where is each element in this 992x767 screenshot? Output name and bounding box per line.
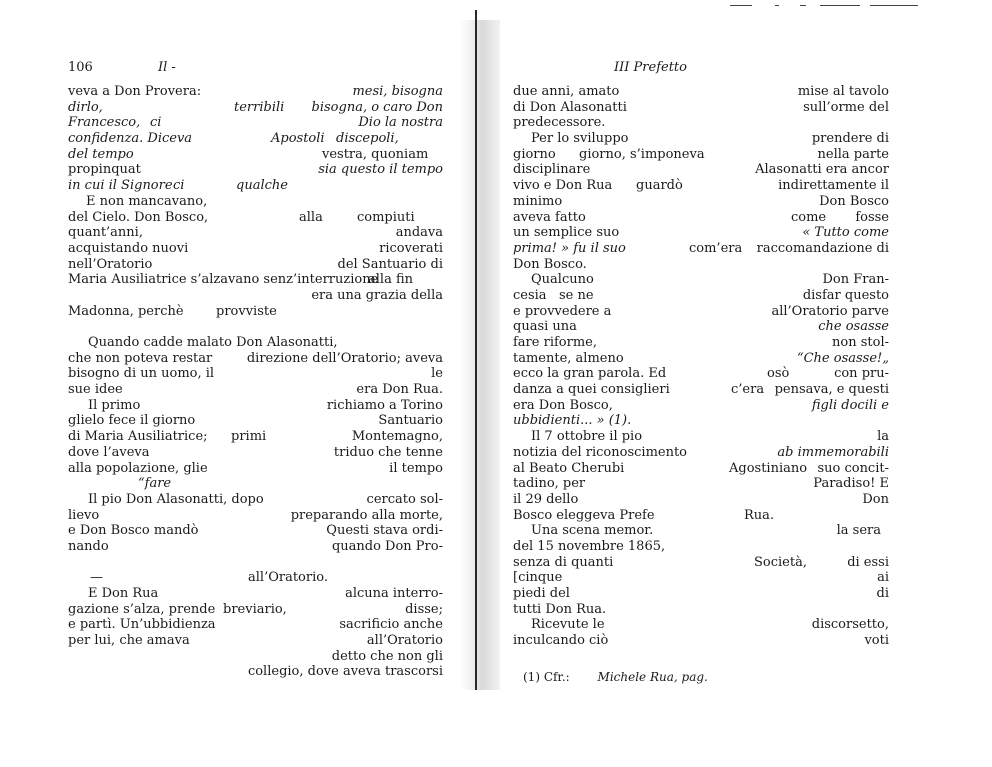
- text-line: [509, 225, 889, 241]
- text-line: [509, 194, 889, 210]
- text-fragment: breviario,: [223, 601, 287, 617]
- text-fragment: sacrificio anche: [339, 617, 443, 633]
- text-fragment: cercato sol-: [366, 491, 443, 507]
- text-fragment: quasi una: [513, 319, 577, 335]
- text-fragment: danza a quei consiglieri: [513, 382, 670, 398]
- text-fragment: ci: [173, 178, 185, 194]
- text-line: [509, 445, 889, 461]
- text-fragment: Questi stava ordi-: [326, 523, 443, 539]
- text-line: [509, 398, 889, 414]
- text-fragment: suo concit-: [817, 460, 889, 476]
- text-fragment: Società,: [754, 554, 807, 570]
- text-line: [68, 398, 443, 414]
- text-line: [509, 147, 889, 163]
- text-fragment: sull’orme del: [803, 99, 889, 115]
- text-line: [509, 178, 889, 194]
- text-fragment: Maria Ausiliatrice s’alzavano senz’interruzione: [68, 272, 379, 288]
- text-fragment: tamente, almeno: [513, 350, 624, 366]
- text-fragment: mise al tavolo: [797, 84, 889, 99]
- text-fragment: andava: [395, 225, 443, 241]
- text-fragment: e Don Bosco mandò: [68, 523, 199, 539]
- text-fragment: propinquat: [68, 162, 141, 178]
- text-fragment: Santuario: [378, 413, 443, 429]
- text-fragment: per lui, che amava: [68, 633, 190, 649]
- text-line: [509, 257, 889, 273]
- text-fragment: e partì. Un’ubbidienza: [68, 617, 216, 633]
- text-line: [68, 115, 443, 131]
- text-fragment: —: [90, 570, 103, 586]
- text-fragment: Don Bosco: [819, 193, 889, 209]
- text-fragment: in cui il Signore: [68, 178, 173, 194]
- text-line: [509, 162, 889, 178]
- scan-marks: [730, 2, 920, 10]
- text-fragment: inculcando ciò: [513, 633, 609, 649]
- text-fragment: osò: [767, 366, 790, 382]
- text-line: [68, 131, 443, 147]
- text-line: [509, 335, 889, 351]
- book-gutter: [460, 20, 500, 690]
- text-fragment: qualche: [236, 178, 288, 194]
- text-fragment: Paradiso! E: [813, 476, 889, 492]
- text-fragment: un semplice suo: [513, 225, 620, 241]
- text-fragment: prima! » fu il suo: [513, 240, 626, 256]
- text-line: [68, 257, 443, 273]
- text-fragment: alla popolazione, glie: [68, 460, 208, 476]
- text-fragment: all’Oratorio parve: [771, 303, 889, 319]
- text-fragment: « Tutto come: [802, 225, 889, 241]
- page-fold: [475, 10, 477, 690]
- text-fragment: Il pio Don Alasonatti, dopo: [88, 491, 264, 507]
- text-fragment: Don Fran-: [822, 272, 889, 288]
- text-line: [509, 241, 889, 257]
- text-line: [509, 633, 889, 649]
- text-line: [509, 476, 889, 492]
- text-line: [68, 194, 443, 210]
- text-line: [509, 429, 889, 445]
- text-fragment: [cinque: [513, 570, 563, 586]
- text-fragment: alcuna interro-: [345, 586, 443, 601]
- text-fragment: Il 7 ottobre il pio: [531, 429, 643, 445]
- text-fragment: era Don Bosco,: [513, 397, 613, 413]
- text-fragment: fosse: [855, 209, 889, 225]
- text-line: [509, 131, 889, 147]
- text-line: [68, 508, 443, 524]
- text-fragment: non stol-: [832, 335, 889, 350]
- text-line: [509, 555, 889, 571]
- text-fragment: era Don Rua.: [356, 382, 443, 398]
- text-line: [68, 100, 443, 116]
- text-fragment: sia questo il tempo: [318, 162, 443, 178]
- text-line: [68, 617, 443, 633]
- text-fragment: pensava, e questi: [774, 382, 889, 398]
- text-fragment: ab immemorabili: [777, 444, 889, 460]
- text-fragment: detto che non gli: [331, 648, 443, 664]
- text-fragment: quant’anni,: [68, 225, 143, 241]
- text-fragment: senza di quanti: [513, 554, 614, 570]
- text-line: [509, 366, 889, 382]
- text-line: [68, 523, 443, 539]
- text-fragment: Don: [862, 491, 889, 507]
- text-fragment: collegio, dove aveva trascorsi: [247, 664, 443, 680]
- text-fragment: glielo fece il giorno: [68, 413, 196, 429]
- text-fragment: tadino, per: [513, 476, 586, 492]
- footnote-ref: (1) Cfr.:: [523, 670, 570, 684]
- text-fragment: minimo: [513, 193, 563, 209]
- text-line: [509, 539, 889, 555]
- text-fragment: aveva fatto: [513, 209, 586, 225]
- text-fragment: prendere di: [811, 131, 889, 147]
- text-fragment: al Beato Cherubi: [513, 460, 625, 476]
- text-fragment: ricoverati: [379, 240, 443, 256]
- text-line: [68, 476, 443, 492]
- text-fragment: era una grazia della: [311, 287, 443, 303]
- text-fragment: alla fin: [368, 272, 413, 288]
- text-line: [509, 272, 889, 288]
- text-fragment: cesia: [513, 287, 547, 303]
- text-fragment: “Che osasse!„: [796, 350, 889, 366]
- text-fragment: dirlo,: [68, 99, 103, 115]
- text-line: [68, 461, 443, 477]
- text-fragment: compiuti: [357, 209, 415, 225]
- text-line: [509, 508, 889, 524]
- text-fragment: raccomandazione di: [756, 240, 889, 256]
- text-fragment: notizia del riconoscimento: [513, 444, 688, 460]
- text-line: [509, 210, 889, 226]
- text-fragment: E Don Rua: [88, 586, 159, 601]
- text-fragment: del Santuario di: [337, 256, 443, 272]
- text-fragment: Agostiniano: [729, 460, 808, 476]
- right-header: [509, 60, 889, 84]
- text-line: [68, 445, 443, 461]
- text-line: [68, 664, 443, 680]
- text-fragment: predecessore.: [513, 115, 606, 131]
- text-line: [68, 539, 443, 555]
- text-line: [68, 304, 443, 320]
- text-fragment: Una scena memor.: [531, 523, 654, 539]
- text-line: [509, 461, 889, 477]
- text-fragment: gazione s’alza, prende: [68, 601, 216, 617]
- text-fragment: figli docili e: [811, 397, 889, 413]
- text-line: [68, 288, 443, 304]
- text-fragment: lievo: [68, 507, 100, 523]
- text-fragment: vestra, quoniam: [322, 146, 429, 162]
- text-fragment: preparando alla morte,: [290, 507, 443, 523]
- text-fragment: la: [877, 429, 889, 445]
- text-fragment: Quando cadde malato Don Alasonatti,: [88, 335, 338, 350]
- text-line: [509, 570, 889, 586]
- text-fragment: richiamo a Torino: [326, 397, 443, 413]
- page-number: 106: [68, 60, 93, 75]
- text-fragment: direzione dell’Oratorio; aveva: [246, 350, 443, 366]
- text-fragment: Rua.: [744, 507, 775, 523]
- text-fragment: di Don Alasonatti: [513, 99, 627, 115]
- text-line: [509, 413, 889, 429]
- text-fragment: ubbidienti... » (1).: [513, 413, 632, 429]
- text-line: [68, 366, 443, 382]
- text-fragment: del tempo: [68, 146, 134, 162]
- text-line: [68, 178, 443, 194]
- text-line: [68, 335, 443, 351]
- text-line: [509, 492, 889, 508]
- text-line: [509, 84, 889, 100]
- text-fragment: Madonna, perchè: [68, 303, 184, 319]
- text-fragment: alla: [299, 209, 323, 225]
- text-fragment: primi: [231, 429, 267, 445]
- text-line: [68, 351, 443, 367]
- text-fragment: Per lo sviluppo: [531, 131, 629, 147]
- text-line: [509, 288, 889, 304]
- text-fragment: le: [431, 366, 443, 382]
- text-line: [509, 115, 889, 131]
- text-fragment: provviste: [216, 303, 277, 319]
- text-line: [509, 100, 889, 116]
- text-fragment: del 15 novembre 1865,: [513, 538, 666, 554]
- text-fragment: voti: [864, 633, 889, 649]
- text-line: [68, 649, 443, 665]
- text-line: [68, 84, 443, 100]
- text-line: [68, 492, 443, 508]
- text-fragment: Ricevute le: [531, 617, 605, 633]
- text-line: [509, 617, 889, 633]
- text-fragment: dove l’aveva: [68, 444, 150, 460]
- text-fragment: E non mancavano,: [86, 193, 208, 209]
- text-line: [68, 147, 443, 163]
- text-line: [68, 413, 443, 429]
- text-line: [68, 570, 443, 586]
- left-header: [68, 60, 443, 84]
- text-fragment: terribili: [234, 99, 285, 115]
- text-fragment: del Cielo. Don Bosco,: [68, 209, 209, 225]
- text-fragment: fare riforme,: [513, 335, 597, 350]
- text-line: [509, 382, 889, 398]
- text-fragment: due anni, amato: [513, 84, 620, 99]
- text-fragment: nella parte: [817, 146, 889, 162]
- text-fragment: c’era: [731, 382, 765, 398]
- text-fragment: veva a Don Provera:: [68, 84, 202, 99]
- text-line: [68, 382, 443, 398]
- text-fragment: triduo che tenne: [333, 444, 443, 460]
- text-fragment: tutti Don Rua.: [513, 601, 607, 617]
- text-fragment: com’era: [689, 240, 743, 256]
- text-fragment: il tempo: [389, 460, 443, 476]
- text-line: [68, 272, 443, 288]
- text-line: [68, 429, 443, 445]
- text-fragment: che osasse: [818, 319, 889, 335]
- text-fragment: giorno: [513, 146, 556, 162]
- text-fragment: ecco la gran parola. Ed: [513, 366, 667, 382]
- text-fragment: discorsetto,: [811, 617, 889, 633]
- text-line: [68, 225, 443, 241]
- text-fragment: che non poteva restar: [68, 350, 213, 366]
- text-fragment: mesi, bisogna: [352, 84, 443, 99]
- text-line: [509, 351, 889, 367]
- text-fragment: guardò: [636, 178, 683, 194]
- text-line: [509, 304, 889, 320]
- text-line: [509, 602, 889, 618]
- text-fragment: confidenza. Diceva: [68, 131, 193, 147]
- text-fragment: Bosco eleggeva Prefe: [513, 507, 655, 523]
- text-fragment: indirettamente il: [778, 178, 889, 194]
- text-fragment: Francesco,: [68, 115, 141, 131]
- text-line: [68, 602, 443, 618]
- footnote: [509, 670, 708, 684]
- text-fragment: di essi: [847, 554, 889, 570]
- text-fragment: sue idee: [68, 382, 123, 398]
- text-fragment: all’Oratorio.: [248, 570, 328, 586]
- text-fragment: disfar questo: [802, 287, 889, 303]
- text-fragment: con pru-: [834, 366, 889, 382]
- text-fragment: ci: [150, 115, 162, 131]
- text-line: [68, 586, 443, 602]
- text-fragment: bisogno di un uomo, il: [68, 366, 215, 382]
- text-fragment: vivo e Don Rua: [513, 178, 613, 194]
- left-page: [68, 60, 443, 680]
- text-fragment: piedi del: [513, 586, 570, 601]
- text-fragment: e provvedere a: [513, 303, 612, 319]
- running-head: Il -: [158, 60, 176, 75]
- text-fragment: all’Oratorio: [366, 633, 443, 649]
- text-fragment: bisogna, o caro Don: [311, 99, 443, 115]
- footnote-title: Michele Rua, pag.: [597, 670, 708, 684]
- text-line: [68, 241, 443, 257]
- text-fragment: se ne: [559, 287, 594, 303]
- text-fragment: Apostoli: [271, 131, 325, 147]
- text-fragment: Alasonatti era ancor: [755, 162, 889, 178]
- text-fragment: Don Bosco.: [513, 256, 587, 272]
- text-line: [509, 319, 889, 335]
- right-page: [509, 60, 889, 649]
- text-fragment: il 29 dello: [513, 491, 579, 507]
- text-line: [509, 586, 889, 602]
- text-fragment: “fare: [138, 476, 172, 492]
- text-fragment: giorno, s’imponeva: [579, 146, 705, 162]
- text-fragment: Montemagno,: [351, 429, 443, 445]
- text-line: [509, 523, 889, 539]
- text-line: [68, 210, 443, 226]
- text-fragment: nando: [68, 538, 109, 554]
- text-fragment: nell’Oratorio: [68, 256, 153, 272]
- text-fragment: di: [876, 586, 889, 601]
- text-fragment: discepoli,: [336, 131, 399, 147]
- text-fragment: come: [791, 209, 827, 225]
- running-head: III Prefetto: [614, 60, 687, 75]
- text-fragment: Il primo: [88, 397, 141, 413]
- text-fragment: quando Don Pro-: [331, 538, 443, 554]
- text-line: [68, 162, 443, 178]
- text-fragment: Dio la nostra: [358, 115, 443, 131]
- text-fragment: disse;: [405, 601, 443, 617]
- text-fragment: la sera: [836, 523, 881, 539]
- text-fragment: Qualcuno: [531, 272, 594, 288]
- text-fragment: disciplinare: [513, 162, 591, 178]
- text-fragment: di Maria Ausiliatrice;: [68, 429, 208, 445]
- text-fragment: acquistando nuovi: [68, 240, 189, 256]
- text-fragment: ai: [877, 570, 889, 586]
- text-line: [68, 633, 443, 649]
